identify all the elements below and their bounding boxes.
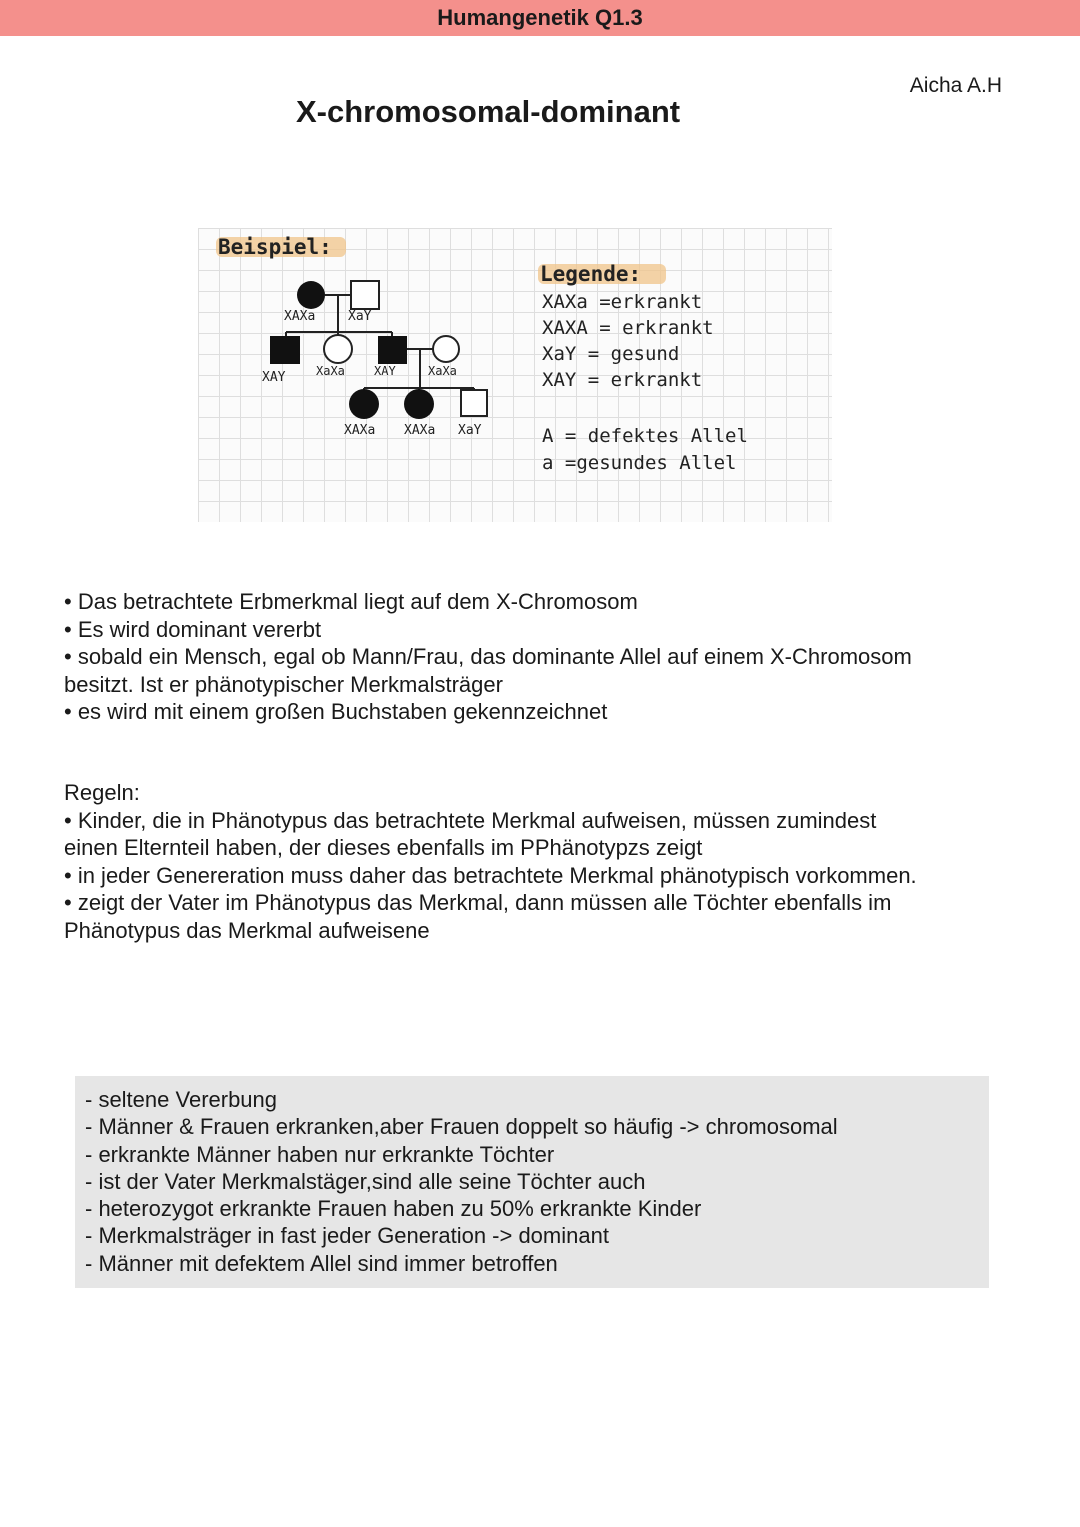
pedigree-label: XAXa	[344, 423, 376, 438]
pedigree-label: XaXa	[316, 364, 345, 378]
rules-heading: Regeln:	[64, 780, 140, 805]
rule-line: • Kinder, die in Phänotypus das betrachtete Merkmal aufweisen, müssen zumindest	[64, 807, 877, 833]
pedigree-label: XAXa	[404, 423, 436, 438]
summary-box	[75, 1076, 989, 1288]
affected-female-symbol	[297, 281, 325, 309]
healthy-female-symbol	[433, 336, 459, 362]
rule-line: Phänotypus das Merkmal aufweisene	[64, 917, 430, 943]
pedigree-label: XAY	[262, 370, 286, 385]
allele-item: a =gesundes Allel	[542, 452, 737, 474]
rule-line: • zeigt der Vater im Phänotypus das Merkmal, dann müssen alle Töchter ebenfalls im	[64, 890, 892, 915]
summary-item: - Männer & Frauen erkranken,aber Frauen doppelt so häufig -> chromosomal	[85, 1114, 838, 1140]
affected-male-symbol	[378, 336, 407, 364]
pedigree-label: XAY	[374, 364, 396, 378]
rule-line: • in jeder Genereration muss daher das betrachtete Merkmal phänotypisch vorkommen.	[64, 862, 917, 888]
healthy-male-symbol	[461, 390, 487, 416]
allele-item: A = defektes Allel	[542, 425, 748, 447]
summary-item: - Männer mit defektem Allel sind immer betroffen	[85, 1250, 558, 1276]
summary-list	[85, 1086, 838, 1277]
bullet-list	[64, 588, 1014, 726]
summary-item: - ist der Vater Merkmalstäger,sind alle seine Töchter auch	[85, 1168, 646, 1194]
summary-item: - seltene Vererbung	[85, 1087, 278, 1112]
header-bar	[0, 0, 1080, 36]
summary-item: - Merkmalsträger in fast jeder Generation -> dominant	[85, 1223, 609, 1249]
bullet-line: besitzt. Ist er phänotypischer Merkmalsträger	[64, 671, 503, 697]
healthy-male-symbol	[351, 281, 379, 309]
affected-male-symbol	[270, 336, 300, 364]
bullet-line: • es wird mit einem großen Buchstaben gekennzeichnet	[64, 699, 608, 724]
summary-item: - heterozygot erkrankte Frauen haben zu 50% erkrankte Kinder	[85, 1196, 702, 1222]
example-label: Beispiel:	[218, 235, 332, 259]
pedigree-label: XAXa	[284, 309, 316, 324]
legend-item: XAXA = erkrankt	[542, 317, 714, 339]
rule-line: einen Elternteil haben, der dieses ebenfalls im PPhänotypzs zeigt	[64, 835, 703, 860]
pedigree-label: XaY	[348, 309, 372, 324]
rules-section	[64, 779, 1014, 944]
legend-item: XaY = gesund	[542, 343, 680, 365]
legend-item: XAY = erkrankt	[542, 369, 703, 391]
pedigree-figure	[198, 228, 832, 522]
pedigree-label: XaXa	[428, 364, 457, 378]
affected-female-symbol	[349, 389, 379, 419]
affected-female-symbol	[404, 389, 434, 419]
bullet-line: • Das betrachtete Erbmerkmal liegt auf dem X-Chromosom	[64, 589, 638, 614]
pedigree-diagram	[198, 228, 832, 522]
legend-item: XAXa =erkrankt	[542, 291, 703, 313]
summary-item: - erkrankte Männer haben nur erkrankte Töchter	[85, 1141, 555, 1167]
bullet-line: • Es wird dominant vererbt	[64, 616, 322, 642]
legend-title: Legende:	[540, 262, 642, 286]
pedigree-label: XaY	[458, 423, 482, 438]
author-name: Aicha A.H	[909, 74, 1002, 97]
healthy-female-symbol	[324, 335, 352, 363]
page-title: X-chromosomal-dominant	[296, 94, 681, 129]
bullet-line: • sobald ein Mensch, egal ob Mann/Frau, das dominante Allel auf einem X-Chromosom	[64, 644, 912, 669]
header-title: Humangenetik Q1.3	[437, 5, 643, 30]
